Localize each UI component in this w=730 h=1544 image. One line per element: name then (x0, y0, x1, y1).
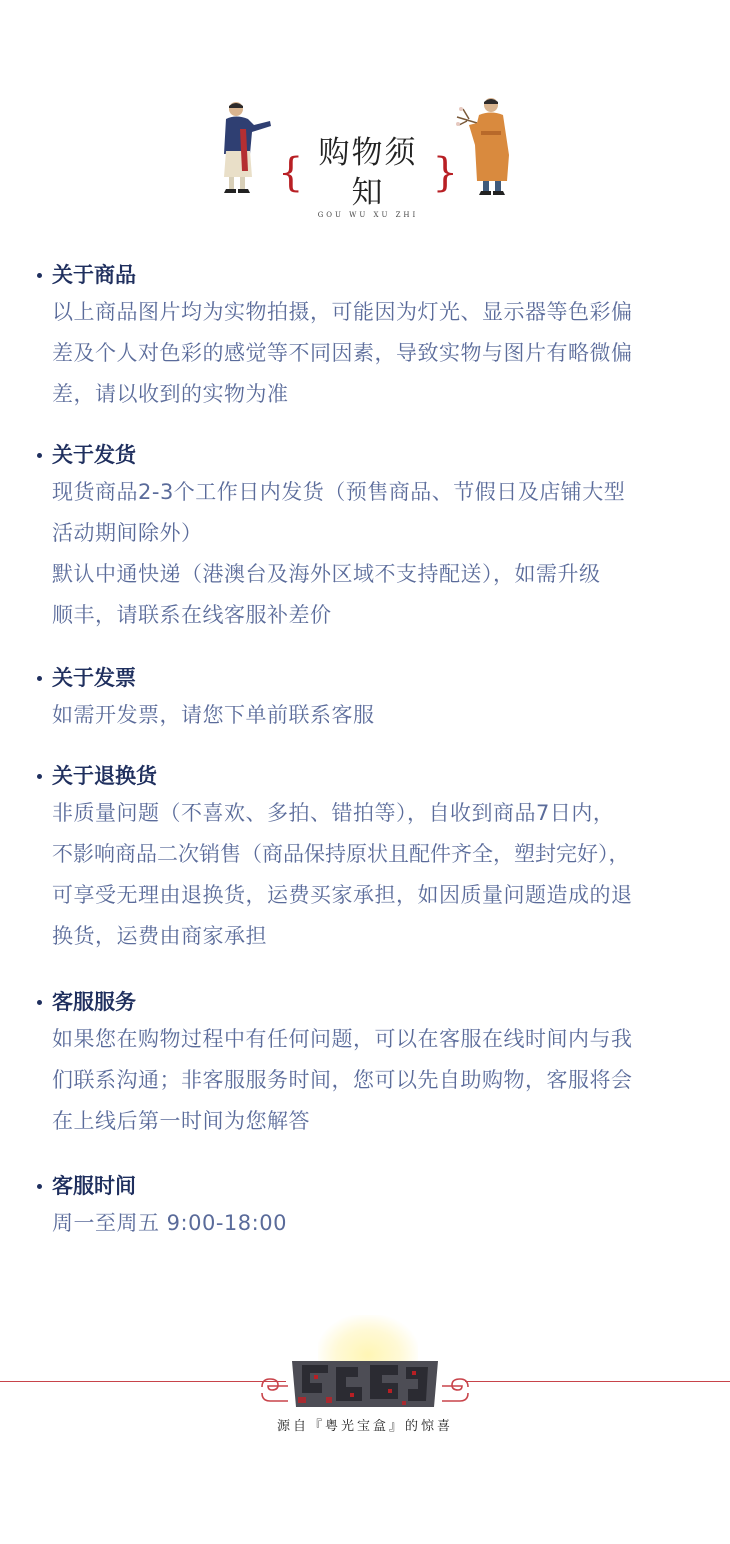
page-title-pinyin: GOU WU XU ZHI (317, 211, 419, 219)
body-line: 换货，运费由商家承担 (52, 924, 267, 948)
section-heading: 客服时间 (52, 1174, 136, 1198)
red-divider-left (0, 1381, 286, 1382)
body-line: 差及个人对色彩的感觉等不同因素，导致实物与图片有略微偏 (52, 341, 633, 365)
page-title: 购物须知 (318, 135, 418, 211)
section-about-invoice (0, 661, 730, 759)
body-line: 在上线后第一时间为您解答 (52, 1109, 310, 1133)
section-about-returns (0, 759, 730, 985)
body-line: 周一至周五 9:00-18:00 (52, 1211, 287, 1235)
right-brace-ornament: } (432, 150, 458, 196)
section-heading: 关于商品 (52, 263, 136, 287)
section-customer-service (0, 985, 730, 1169)
body-line: 以上商品图片均为实物拍摄，可能因为灯光、显示器等色彩偏 (52, 300, 633, 324)
notice-content (0, 258, 730, 1249)
footer-brand (0, 1315, 730, 1445)
body-line: 如果您在购物过程中有任何问题，可以在客服在线时间内与我 (52, 1027, 633, 1051)
section-heading: 关于发货 (52, 443, 136, 467)
section-body (0, 1203, 700, 1244)
bullet-dot-icon (37, 1000, 42, 1005)
left-brace-ornament: { (278, 150, 304, 196)
bullet-dot-icon (37, 1184, 42, 1189)
section-about-products (0, 258, 730, 438)
bullet-dot-icon (37, 676, 42, 681)
brand-tagline: 源自『粤光宝盒』的惊喜 (276, 1419, 453, 1434)
section-heading: 关于发票 (52, 666, 136, 690)
body-line: 默认中通快递（港澳台及海外区域不支持配送），如需升级 (52, 562, 601, 586)
body-line: 差，请以收到的实物为准 (52, 382, 289, 406)
title-block (278, 133, 458, 219)
body-line: 们联系沟通；非客服服务时间，您可以先自助购物，客服将会 (52, 1068, 633, 1092)
bullet-dot-icon (37, 453, 42, 458)
bullet-dot-icon (37, 273, 42, 278)
section-heading: 关于退换货 (52, 764, 157, 788)
section-heading: 客服服务 (52, 990, 136, 1014)
section-service-hours (0, 1169, 730, 1249)
bullet-dot-icon (37, 774, 42, 779)
section-body (0, 695, 700, 736)
section-body (0, 292, 700, 415)
page-header (0, 95, 730, 219)
body-line: 非质量问题（不喜欢、多拍、错拍等），自收到商品7日内， (52, 801, 615, 825)
scholar-figure-left-illustration (218, 99, 274, 195)
body-line: 可享受无理由退换货，运费买家承担，如因质量问题造成的退 (52, 883, 633, 907)
treasure-box-logo-icon (258, 1353, 472, 1413)
section-about-shipping (0, 438, 730, 661)
body-line: 现货商品2-3个工作日内发货（预售商品、节假日及店铺大型 (52, 480, 626, 504)
body-line: 顺丰，请联系在线客服补差价 (52, 603, 332, 627)
section-body (0, 793, 700, 957)
scholar-figure-right-illustration (455, 95, 515, 197)
section-body (0, 1019, 700, 1142)
body-line: 如需开发票，请您下单前联系客服 (52, 703, 375, 727)
body-line: 不影响商品二次销售（商品保持原状且配件齐全，塑封完好）， (52, 842, 630, 866)
red-divider-right (465, 1381, 730, 1382)
body-line: 活动期间除外） (52, 521, 203, 545)
section-body (0, 472, 700, 636)
